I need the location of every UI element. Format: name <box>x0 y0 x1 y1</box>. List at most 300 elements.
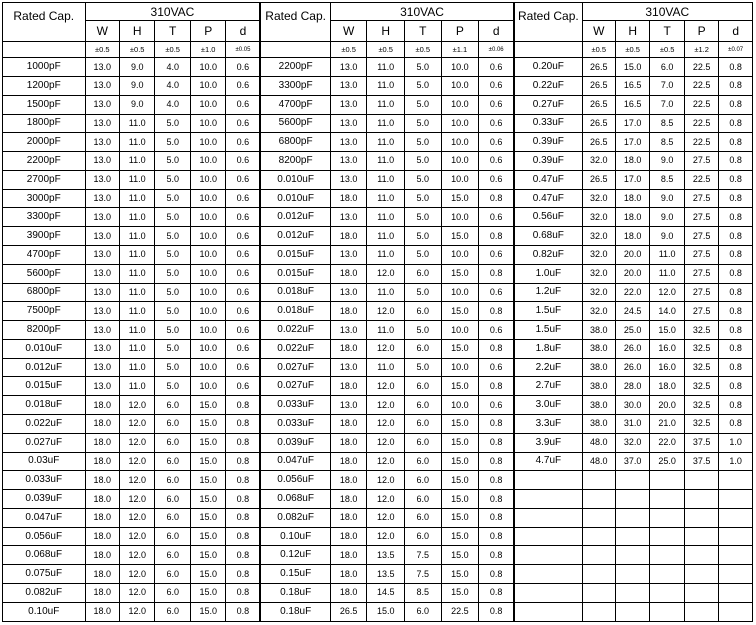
dimension-d-cell: 0.8 <box>226 565 260 584</box>
dimension-w-cell: 18.0 <box>85 415 119 434</box>
dimension-d-cell: 0.8 <box>479 584 515 603</box>
table-row <box>3 584 753 603</box>
dimension-t-cell: 5.0 <box>155 152 191 171</box>
tolerance-d: ±0.07 <box>719 41 753 57</box>
voltage-header-row <box>3 3 753 21</box>
dimension-d-cell: 0.6 <box>226 283 260 302</box>
dimension-p-cell: 10.0 <box>441 208 479 227</box>
dimension-t-cell: 6.0 <box>155 546 191 565</box>
dimension-d-cell: 0.6 <box>479 208 515 227</box>
dimension-w-cell: 13.0 <box>85 58 119 77</box>
dimension-d-cell: 0.8 <box>719 114 753 133</box>
dimension-w-cell: 18.0 <box>85 433 119 452</box>
dimension-p-cell: 27.5 <box>684 189 718 208</box>
dimension-t-cell: 18.0 <box>650 377 684 396</box>
dimension-w-cell: 18.0 <box>330 584 367 603</box>
dimension-w-cell: 18.0 <box>330 189 367 208</box>
dimension-p-cell: 15.0 <box>441 565 479 584</box>
dimension-d-cell: 0.6 <box>226 227 260 246</box>
dimension-t-cell: 5.0 <box>155 208 191 227</box>
dimension-t-cell: 12.0 <box>650 283 684 302</box>
column-header-w: W <box>330 21 367 41</box>
dimension-t-cell: 14.0 <box>650 302 684 321</box>
dimension-t-cell: 5.0 <box>405 133 442 152</box>
rated-cap-cell: 0.47uF <box>514 189 582 208</box>
dimension-t-cell: 6.0 <box>155 527 191 546</box>
dimension-t-cell: 4.0 <box>155 76 191 95</box>
dimension-d-cell: 0.8 <box>479 264 515 283</box>
empty-cell <box>719 565 753 584</box>
capacitor-dimension-table <box>2 2 753 622</box>
empty-cell <box>719 584 753 603</box>
table-row <box>3 546 753 565</box>
dimension-w-cell: 32.0 <box>582 245 615 264</box>
tolerance-h: ±0.5 <box>119 41 155 57</box>
table-row <box>3 565 753 584</box>
empty-cell <box>582 602 615 621</box>
dimension-w-cell: 26.5 <box>582 58 615 77</box>
dimension-p-cell: 27.5 <box>684 227 718 246</box>
dimension-h-cell: 12.0 <box>119 433 155 452</box>
dimension-d-cell: 0.8 <box>479 415 515 434</box>
dimension-w-cell: 18.0 <box>85 452 119 471</box>
dimension-w-cell: 32.0 <box>582 208 615 227</box>
dimension-p-cell: 15.0 <box>441 527 479 546</box>
dimension-t-cell: 6.0 <box>155 471 191 490</box>
dimension-w-cell: 13.0 <box>330 170 367 189</box>
dimension-t-cell: 11.0 <box>650 264 684 283</box>
rated-cap-cell: 1.0uF <box>514 264 582 283</box>
empty-cell <box>684 471 718 490</box>
dimension-t-cell: 6.0 <box>405 302 442 321</box>
table-row <box>3 433 753 452</box>
dimension-d-cell: 0.6 <box>479 76 515 95</box>
dimension-d-cell: 0.8 <box>719 396 753 415</box>
dimension-d-cell: 0.8 <box>719 95 753 114</box>
rated-cap-cell: 0.022uF <box>260 321 330 340</box>
dimension-t-cell: 11.0 <box>650 245 684 264</box>
dimension-d-cell: 0.6 <box>226 377 260 396</box>
dimension-p-cell: 15.0 <box>441 189 479 208</box>
rated-cap-cell: 4.7uF <box>514 452 582 471</box>
rated-cap-cell: 0.015uF <box>3 377 86 396</box>
dimension-p-cell: 10.0 <box>190 133 226 152</box>
dimension-t-cell: 5.0 <box>155 133 191 152</box>
tolerance-blank-cell <box>514 41 582 57</box>
dimension-p-cell: 10.0 <box>190 321 226 340</box>
dimension-t-cell: 5.0 <box>155 170 191 189</box>
dimension-p-cell: 15.0 <box>190 584 226 603</box>
empty-cell <box>650 584 684 603</box>
tolerance-t: ±0.5 <box>405 41 442 57</box>
tolerance-p: ±1.1 <box>441 41 479 57</box>
dimension-w-cell: 18.0 <box>85 602 119 621</box>
dimension-h-cell: 30.0 <box>615 396 649 415</box>
rated-cap-cell: 0.27uF <box>514 95 582 114</box>
dimension-h-cell: 26.0 <box>615 358 649 377</box>
dimension-h-cell: 12.0 <box>367 527 405 546</box>
dimension-w-cell: 26.5 <box>582 170 615 189</box>
empty-cell <box>684 565 718 584</box>
dimension-w-cell: 26.5 <box>582 76 615 95</box>
dimension-t-cell: 25.0 <box>650 452 684 471</box>
dimension-d-cell: 0.8 <box>479 508 515 527</box>
dimension-t-cell: 20.0 <box>650 396 684 415</box>
dimension-p-cell: 10.0 <box>190 76 226 95</box>
table-row <box>3 208 753 227</box>
dimension-h-cell: 11.0 <box>119 339 155 358</box>
dimension-h-cell: 17.0 <box>615 133 649 152</box>
empty-cell <box>582 471 615 490</box>
empty-cell <box>582 508 615 527</box>
empty-cell <box>615 584 649 603</box>
dimension-w-cell: 13.0 <box>85 339 119 358</box>
dimension-h-cell: 12.0 <box>367 396 405 415</box>
dimension-h-cell: 11.0 <box>367 358 405 377</box>
dimension-d-cell: 0.8 <box>479 302 515 321</box>
dimension-p-cell: 10.0 <box>441 114 479 133</box>
rated-cap-cell: 3900pF <box>3 227 86 246</box>
rated-cap-cell: 2000pF <box>3 133 86 152</box>
table-row <box>3 452 753 471</box>
dimension-t-cell: 5.0 <box>405 358 442 377</box>
dimension-h-cell: 11.0 <box>119 321 155 340</box>
dimension-d-cell: 1.0 <box>719 433 753 452</box>
dimension-h-cell: 12.0 <box>119 565 155 584</box>
dimension-p-cell: 32.5 <box>684 358 718 377</box>
rated-cap-cell: 0.56uF <box>514 208 582 227</box>
dimension-t-cell: 5.0 <box>405 114 442 133</box>
dimension-d-cell: 0.8 <box>226 415 260 434</box>
dimension-t-cell: 6.0 <box>405 264 442 283</box>
dimension-t-cell: 6.0 <box>155 396 191 415</box>
dimension-w-cell: 18.0 <box>330 264 367 283</box>
empty-cell <box>615 490 649 509</box>
dimension-p-cell: 10.0 <box>441 95 479 114</box>
rated-cap-cell: 0.068uF <box>260 490 330 509</box>
dimension-p-cell: 27.5 <box>684 208 718 227</box>
dimension-d-cell: 0.6 <box>479 245 515 264</box>
rated-cap-cell: 1.5uF <box>514 302 582 321</box>
column-header-h: H <box>367 21 405 41</box>
column-header-d: d <box>226 21 260 41</box>
table-row <box>3 471 753 490</box>
dimension-p-cell: 15.0 <box>441 433 479 452</box>
dimension-w-cell: 18.0 <box>85 471 119 490</box>
dimension-w-cell: 13.0 <box>85 189 119 208</box>
dimension-d-cell: 1.0 <box>719 452 753 471</box>
dimension-d-cell: 0.8 <box>719 283 753 302</box>
rated-cap-cell: 0.018uF <box>260 283 330 302</box>
column-header-w: W <box>85 21 119 41</box>
tolerance-blank-cell <box>3 41 86 57</box>
dimension-h-cell: 18.0 <box>615 189 649 208</box>
dimension-w-cell: 18.0 <box>330 508 367 527</box>
dimension-p-cell: 15.0 <box>190 546 226 565</box>
dimension-t-cell: 6.0 <box>405 471 442 490</box>
dimension-p-cell: 22.5 <box>684 58 718 77</box>
dimension-w-cell: 13.0 <box>330 321 367 340</box>
dimension-d-cell: 0.8 <box>719 189 753 208</box>
dimension-h-cell: 11.0 <box>119 377 155 396</box>
dimension-h-cell: 11.0 <box>119 358 155 377</box>
empty-cell <box>615 508 649 527</box>
dimension-d-cell: 0.8 <box>719 321 753 340</box>
dimension-p-cell: 10.0 <box>190 283 226 302</box>
dimension-w-cell: 18.0 <box>85 565 119 584</box>
rated-cap-cell: 4700pF <box>3 245 86 264</box>
empty-cell <box>582 584 615 603</box>
rated-cap-cell: 0.68uF <box>514 227 582 246</box>
dimension-p-cell: 15.0 <box>190 471 226 490</box>
dimension-t-cell: 5.0 <box>405 152 442 171</box>
dimension-t-cell: 8.5 <box>650 170 684 189</box>
dimension-d-cell: 0.6 <box>479 58 515 77</box>
dimension-w-cell: 13.0 <box>330 76 367 95</box>
dimension-h-cell: 13.5 <box>367 546 405 565</box>
empty-cell <box>684 602 718 621</box>
dimension-w-cell: 13.0 <box>85 95 119 114</box>
table-row <box>3 527 753 546</box>
dimension-w-cell: 38.0 <box>582 321 615 340</box>
dimension-d-cell: 0.8 <box>226 433 260 452</box>
rated-cap-cell: 1500pF <box>3 95 86 114</box>
dimension-t-cell: 6.0 <box>155 415 191 434</box>
rated-cap-cell: 0.012uF <box>260 208 330 227</box>
dimension-h-cell: 14.5 <box>367 584 405 603</box>
dimension-p-cell: 15.0 <box>441 415 479 434</box>
dimension-w-cell: 18.0 <box>85 584 119 603</box>
dimension-d-cell: 0.6 <box>479 114 515 133</box>
dimension-d-cell: 0.6 <box>479 358 515 377</box>
dimension-h-cell: 12.0 <box>367 339 405 358</box>
dimension-d-cell: 0.6 <box>226 302 260 321</box>
rated-cap-cell: 0.33uF <box>514 114 582 133</box>
empty-cell <box>684 508 718 527</box>
dimension-h-cell: 11.0 <box>367 208 405 227</box>
dimension-p-cell: 10.0 <box>441 396 479 415</box>
dimension-t-cell: 6.0 <box>405 415 442 434</box>
dimension-w-cell: 13.0 <box>85 227 119 246</box>
table-row <box>3 76 753 95</box>
rated-cap-cell: 0.015uF <box>260 245 330 264</box>
dimension-p-cell: 15.0 <box>190 415 226 434</box>
dimension-w-cell: 13.0 <box>85 114 119 133</box>
dimension-w-cell: 18.0 <box>330 415 367 434</box>
dimension-h-cell: 12.0 <box>367 415 405 434</box>
dimension-w-cell: 13.0 <box>330 358 367 377</box>
dimension-p-cell: 10.0 <box>441 152 479 171</box>
dimension-w-cell: 18.0 <box>85 396 119 415</box>
dimension-w-cell: 13.0 <box>85 76 119 95</box>
empty-cell <box>582 527 615 546</box>
dimension-d-cell: 0.6 <box>226 189 260 208</box>
dimension-p-cell: 10.0 <box>190 245 226 264</box>
dimension-w-cell: 38.0 <box>582 339 615 358</box>
dimension-d-cell: 0.6 <box>226 76 260 95</box>
dimension-h-cell: 11.0 <box>367 283 405 302</box>
table-row <box>3 245 753 264</box>
dimension-h-cell: 11.0 <box>119 114 155 133</box>
dimension-h-cell: 12.0 <box>119 546 155 565</box>
dimension-t-cell: 5.0 <box>405 170 442 189</box>
table-row <box>3 358 753 377</box>
dimension-d-cell: 0.8 <box>479 527 515 546</box>
dimension-d-cell: 0.8 <box>719 302 753 321</box>
dimension-t-cell: 5.0 <box>405 58 442 77</box>
rated-cap-cell: 0.010uF <box>260 189 330 208</box>
rated-cap-cell: 0.12uF <box>260 546 330 565</box>
dimension-t-cell: 5.0 <box>405 245 442 264</box>
dimension-w-cell: 13.0 <box>85 377 119 396</box>
empty-cell <box>514 527 582 546</box>
dimension-d-cell: 0.8 <box>479 227 515 246</box>
dimension-h-cell: 18.0 <box>615 227 649 246</box>
dimension-w-cell: 13.0 <box>85 358 119 377</box>
dimension-p-cell: 10.0 <box>190 264 226 283</box>
column-header-w: W <box>582 21 615 41</box>
dimension-w-cell: 13.0 <box>330 396 367 415</box>
tolerance-h: ±0.5 <box>367 41 405 57</box>
dimension-w-cell: 32.0 <box>582 283 615 302</box>
dimension-d-cell: 0.8 <box>226 584 260 603</box>
dimension-t-cell: 6.0 <box>405 602 442 621</box>
dimension-p-cell: 10.0 <box>441 76 479 95</box>
dimension-d-cell: 0.8 <box>479 433 515 452</box>
rated-cap-header: Rated Cap. <box>3 3 86 42</box>
dimension-h-cell: 12.0 <box>119 415 155 434</box>
dimension-w-cell: 32.0 <box>582 189 615 208</box>
dimension-w-cell: 18.0 <box>85 508 119 527</box>
rated-cap-cell: 0.018uF <box>260 302 330 321</box>
empty-cell <box>615 471 649 490</box>
dimension-w-cell: 32.0 <box>582 227 615 246</box>
dimension-t-cell: 22.0 <box>650 433 684 452</box>
dimension-t-cell: 5.0 <box>155 245 191 264</box>
dimension-w-cell: 18.0 <box>330 527 367 546</box>
spec-sheet <box>2 2 753 622</box>
rated-cap-cell: 0.03uF <box>3 452 86 471</box>
empty-cell <box>650 546 684 565</box>
empty-cell <box>615 602 649 621</box>
dimension-p-cell: 10.0 <box>190 208 226 227</box>
rated-cap-cell: 0.015uF <box>260 264 330 283</box>
rated-cap-cell: 0.033uF <box>3 471 86 490</box>
empty-cell <box>514 471 582 490</box>
dimension-p-cell: 27.5 <box>684 302 718 321</box>
dimension-p-cell: 10.0 <box>441 283 479 302</box>
dimension-p-cell: 32.5 <box>684 396 718 415</box>
dimension-w-cell: 13.0 <box>85 245 119 264</box>
rated-cap-cell: 3.3uF <box>514 415 582 434</box>
rated-cap-cell: 0.012uF <box>260 227 330 246</box>
dimension-w-cell: 48.0 <box>582 433 615 452</box>
dimension-p-cell: 22.5 <box>441 602 479 621</box>
dimension-h-cell: 11.0 <box>119 264 155 283</box>
dimension-h-cell: 12.0 <box>119 508 155 527</box>
dimension-d-cell: 0.8 <box>479 189 515 208</box>
dimension-h-cell: 12.0 <box>119 527 155 546</box>
dimension-t-cell: 6.0 <box>405 452 442 471</box>
dimension-d-cell: 0.6 <box>226 245 260 264</box>
tolerance-p: ±1.2 <box>684 41 718 57</box>
rated-cap-cell: 3300pF <box>260 76 330 95</box>
dimension-t-cell: 5.0 <box>155 339 191 358</box>
dimension-w-cell: 13.0 <box>85 283 119 302</box>
rated-cap-cell: 6800pF <box>260 133 330 152</box>
dimension-p-cell: 27.5 <box>684 264 718 283</box>
dimension-t-cell: 5.0 <box>155 227 191 246</box>
dimension-w-cell: 13.0 <box>85 170 119 189</box>
dimension-w-cell: 18.0 <box>330 302 367 321</box>
dimension-w-cell: 26.5 <box>582 114 615 133</box>
dimension-d-cell: 0.8 <box>226 602 260 621</box>
dimension-d-cell: 0.8 <box>479 565 515 584</box>
dimension-t-cell: 6.0 <box>155 433 191 452</box>
voltage-header: 310VAC <box>330 3 514 21</box>
empty-cell <box>615 565 649 584</box>
dimension-t-cell: 5.0 <box>405 283 442 302</box>
table-row <box>3 264 753 283</box>
empty-cell <box>615 527 649 546</box>
dimension-w-cell: 18.0 <box>330 490 367 509</box>
dimension-p-cell: 22.5 <box>684 95 718 114</box>
dimension-h-cell: 28.0 <box>615 377 649 396</box>
dimension-p-cell: 37.5 <box>684 433 718 452</box>
dimension-w-cell: 13.0 <box>85 302 119 321</box>
table-row <box>3 321 753 340</box>
dimension-p-cell: 10.0 <box>441 170 479 189</box>
dimension-p-cell: 15.0 <box>190 490 226 509</box>
dimension-d-cell: 0.8 <box>719 415 753 434</box>
tolerance-w: ±0.5 <box>582 41 615 57</box>
dimension-p-cell: 10.0 <box>190 227 226 246</box>
dimension-h-cell: 12.0 <box>367 490 405 509</box>
empty-cell <box>582 546 615 565</box>
dimension-d-cell: 0.8 <box>479 602 515 621</box>
dimension-w-cell: 38.0 <box>582 358 615 377</box>
dimension-w-cell: 13.0 <box>85 321 119 340</box>
dimension-t-cell: 6.0 <box>155 490 191 509</box>
dimension-p-cell: 15.0 <box>441 302 479 321</box>
table-row <box>3 95 753 114</box>
dimension-h-cell: 22.0 <box>615 283 649 302</box>
dimension-h-cell: 11.0 <box>367 58 405 77</box>
dimension-t-cell: 15.0 <box>650 321 684 340</box>
dimension-w-cell: 13.0 <box>330 114 367 133</box>
table-row <box>3 133 753 152</box>
rated-cap-cell: 0.047uF <box>260 452 330 471</box>
dimension-d-cell: 0.8 <box>479 471 515 490</box>
dimension-t-cell: 5.0 <box>405 321 442 340</box>
dimension-p-cell: 32.5 <box>684 321 718 340</box>
empty-cell <box>582 565 615 584</box>
dimension-h-cell: 37.0 <box>615 452 649 471</box>
rated-cap-cell: 3.0uF <box>514 396 582 415</box>
empty-cell <box>650 527 684 546</box>
dimension-h-cell: 11.0 <box>367 227 405 246</box>
dimension-p-cell: 22.5 <box>684 133 718 152</box>
column-header-d: d <box>719 21 753 41</box>
dimension-t-cell: 7.5 <box>405 565 442 584</box>
dimension-t-cell: 8.5 <box>405 584 442 603</box>
dimension-h-cell: 11.0 <box>119 302 155 321</box>
dimension-p-cell: 10.0 <box>190 339 226 358</box>
dimension-t-cell: 6.0 <box>405 527 442 546</box>
empty-cell <box>514 602 582 621</box>
dimension-p-cell: 15.0 <box>190 565 226 584</box>
empty-cell <box>719 490 753 509</box>
